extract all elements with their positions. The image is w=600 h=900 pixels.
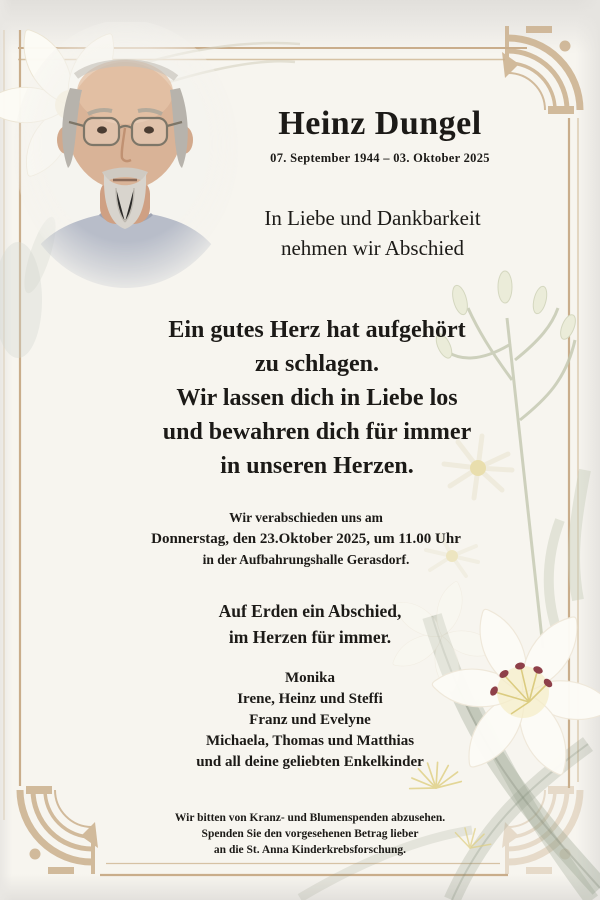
verse-line: Wir lassen dich in Liebe los bbox=[176, 385, 458, 411]
intro-line: nehmen wir Abschied bbox=[280, 236, 465, 260]
intro-text bbox=[145, 203, 600, 263]
farewell-location-line: in der Aufbahrungshalle Gerasdorf. bbox=[202, 552, 410, 567]
farewell-details bbox=[6, 508, 600, 570]
motto-line: Auf Erden ein Abschied, bbox=[218, 601, 402, 621]
deceased-name: Heinz Dungel bbox=[278, 105, 482, 142]
donation-line: an die St. Anna Kinderkrebsforschung. bbox=[213, 844, 407, 856]
verse-line: Ein gutes Herz hat aufgehört bbox=[168, 317, 466, 343]
donation-line: Spenden Sie den vorgesehenen Betrag lieber bbox=[201, 828, 419, 840]
motto-line: im Herzen für immer. bbox=[228, 627, 392, 647]
verse-line: in unseren Herzen. bbox=[220, 453, 414, 479]
donation-note bbox=[10, 810, 600, 858]
donation-line: Wir bitten von Kranz- und Blumenspenden abzusehen. bbox=[174, 812, 446, 824]
family-line: Michaela, Thomas und Matthias bbox=[205, 733, 415, 749]
family-line: Franz und Evelyne bbox=[249, 712, 371, 728]
verse-line: und bewahren dich für immer bbox=[162, 419, 472, 445]
family-line: Monika bbox=[284, 670, 335, 686]
verse-line: zu schlagen. bbox=[254, 351, 379, 377]
farewell-date-line: Donnerstag, den 23.Oktober 2025, um 11.00 Uhr bbox=[151, 531, 461, 547]
memorial-verse bbox=[17, 313, 600, 483]
motto-text bbox=[10, 598, 600, 650]
family-line: Irene, Heinz und Steffi bbox=[237, 691, 383, 707]
family-line: und all deine geliebten Enkelkinder bbox=[196, 754, 424, 770]
intro-line: In Liebe und Dankbarkeit bbox=[264, 206, 481, 230]
life-dates: 07. September 1944 – 03. Oktober 2025 bbox=[270, 151, 490, 165]
farewell-line: Wir verabschieden uns am bbox=[229, 510, 383, 525]
family-names bbox=[10, 668, 600, 773]
